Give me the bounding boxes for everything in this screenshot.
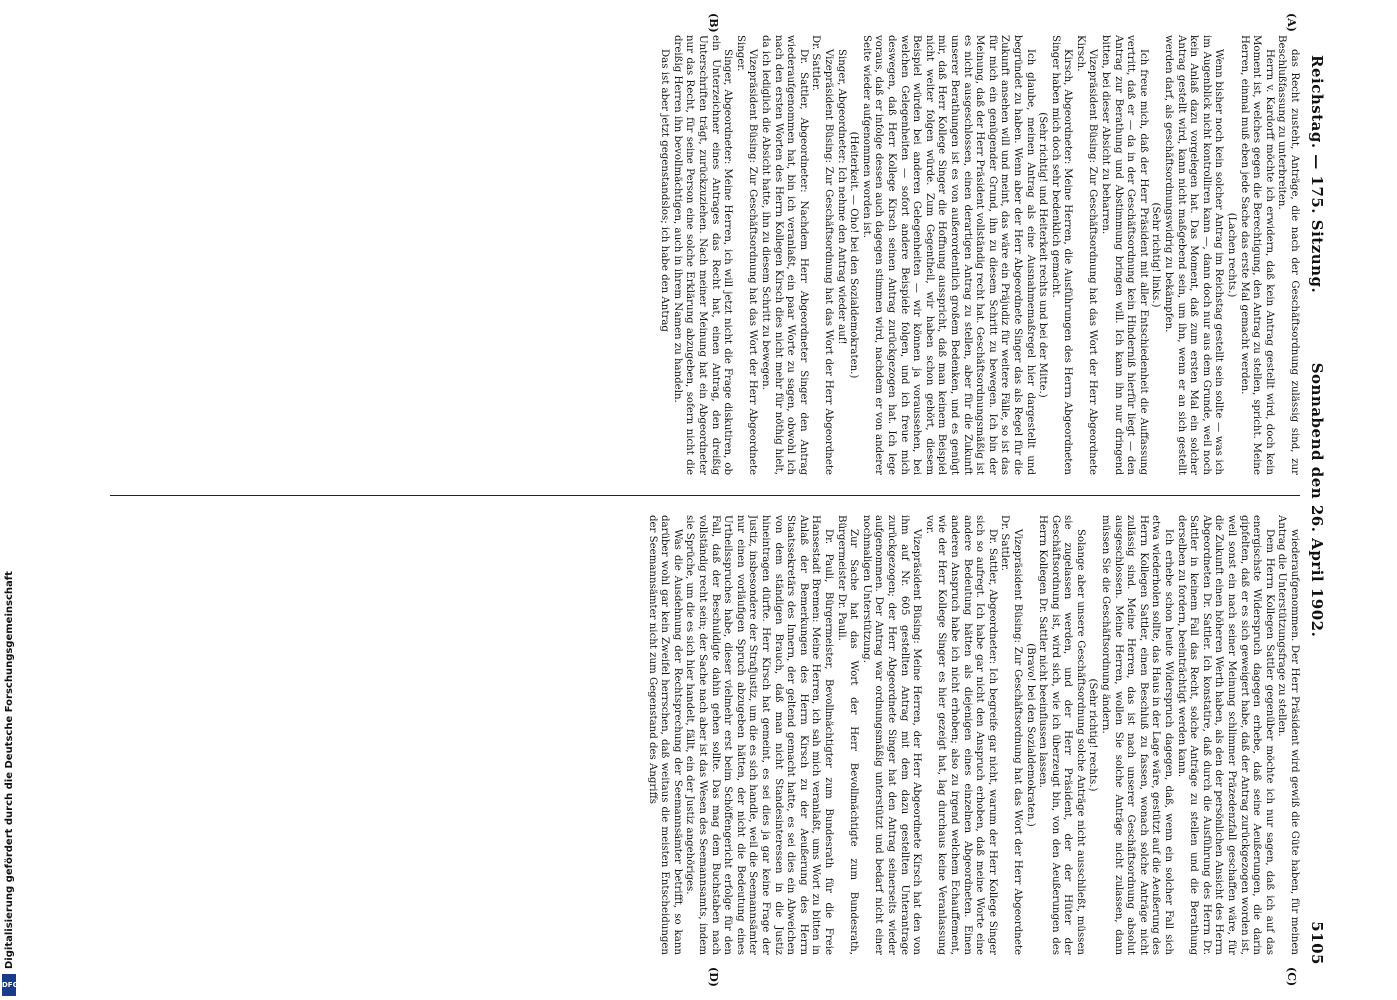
document-page <box>80 13 1330 987</box>
paragraph: Ich glaube, meinen Antrag als eine Ausnahmemaßregel hier dargestellt und begründet zu haben. Wenn aber der Herr Abgeordnete Singer das als Regel für die Zukunft ansehen will und meint, das wäre ein Präjudiz für weitere Fälle, so ist das für mich ein genügender Grund, ihn zu diesem Schritt zu bewegen. Ich bin der Meinung, daß der Herr Präsident vollständig recht hat. Geschäftsordnungsmäßig ist es nicht ausgeschlossen, einen derartigen Antrag zu stellen, aber für die Zukunft unserer Berathungen ist es von außerordentlich großem Bedenken, und es genügt mir, daß Herr Kollege Singer die Hoffnung ausspricht, daß man keinem Beispiel nicht weiter folgen würde. Zum Gegentheil, wir haben schon gehört, diesem Beispiel würden bei anderen Gelegenheiten — wir können ja voraussehen, bei welchen Gelegenheiten — sofort andere Beispiele folgen, und ich freue mich deswegen, daß Herr Kollege Kirsch seinen Antrag zurückgezogen hat. Ich lege voraus, daß er infolge dessen auch dagegen stimmen wird, nachdem er von anderer Seite wieder aufgenommen worden ist. <box>860 35 1036 475</box>
paragraph: (Sehr richtig! links.) <box>1150 202 1162 308</box>
paragraph: Kirsch, Abgeordneter: Meine Herren, die Ausführungen des Herrn Abgeordneten Singer haben mich doch sehr bedenklich gemacht. <box>1049 35 1074 475</box>
header-session: Reichstag. — 175. Sitzung. <box>1308 55 1326 294</box>
header-date: Sonnabend den 26. April 1902. <box>1308 362 1326 638</box>
paragraph: Vizepräsident Büsing: Zur Geschäftsordnung hat das Wort der Herr Abgeordnete Dr. Sattler. <box>999 515 1023 955</box>
margin-marker-d: (D) <box>707 967 720 987</box>
paragraph: (Heiterkeit. — Oho! bei den Sozialdemokraten.) <box>848 131 860 379</box>
paragraph: Wenn bisher noch kein solcher Antrag im Reichstag gestellt sein sollte — was ich im Augenblick nicht kontrolliren kann —, dann doch nur aus dem Grunde, weil noch kein Anlaß dazu vorgelegen hat. Das Moment, daß zum ersten Mal ein solcher Antrag gestellt wird, kann nicht maßgebend sein, um ihn, wenn er an sich gestellt werden darf, als geschäftsordnungswidrig zu bekämpfen. <box>1163 35 1225 475</box>
paragraph: Singer, Abgeordneter: Ich nehme den Antrag wieder auf! <box>835 49 847 345</box>
paragraph: Singer, Abgeordneter: Meine Herren, ich will jetzt nicht die Frage diskutiren, ob ein Unterzeichner eines Antrages das Recht hat, einen Antrag, den dreißig Unterschriften trägt, zurückzuziehen. Nach meiner Meinung hat ein Abgeordneter nur das Recht, für seine Person eine solche Erklärung abzugeben, sofern nicht die dreißig Herren ihn bevollmächtigen, auch in ihrem Namen zu handeln. <box>671 35 734 475</box>
page-header <box>1302 35 1330 965</box>
paragraph: Ich erhebe schon heute Widerspruch dagegen, daß, wenn ein solcher Fall sich etwa wiederholen sollte, das Haus in der Lage wäre, gestützt auf die Aeußerung des Herrn Kollegen Sattler, einen Beschluß zu fassen, wonach solche Anträge nicht zulässig sind. Meine Herren, das ist nach unserer Geschäftsordnung absolut ausgeschlossen. Meine Herren, wollen Sie solche Anträge nicht zulassen, dann müssen Sie die Geschäftsordnung ändern. <box>1100 515 1175 955</box>
paragraph: Dr. Sattler, Abgeordneter: Ich begreife gar nicht, warum der Herr Kollege Singer sich so aufregt. Ich habe gar nicht den Anspruch erhoben, daß meine Worte eine andere Bedeutung hätten als diejenigen eines einzelnen Abgeordneten. Einen anderen Anspruch habe ich nicht erhoben; also zu irgend welchem Echauffement, wie der Herr Kollege Singer es hier gezeigt hat, lag durchaus keine Veranlassung vor. <box>923 515 998 955</box>
paragraph: Solange aber unsere Geschäftsordnung solche Anträge nicht ausschließt, müssen sie zugelassen werden, und der Herr Präsident, der der Hüter der Geschäftsordnung ist, wird sich, wie ich überzeugt bin, von den Aeußerungen des Herrn Kollegen Dr. Sattler nicht beeinflussen lassen. <box>1037 515 1086 955</box>
paragraph: Ich freue mich, daß der Herr Präsident mit aller Entschiedenheit die Auffassung vertritt, daß er — da in der Geschäftsordnung kein Hinderniß hierfür liegt — den Antrag zur Berathung und Abstimmung bringen will. Ich kann ihn nur dringend bitten, bei dieser Absicht zu beharren. <box>1100 35 1149 475</box>
funding-note: Digitalisierung gefördert durch die Deutsche Forschungsgemeinschaft <box>4 571 15 969</box>
paragraph: Dr. Sattler, Abgeordneter: Nachdem Herr Abgeordneter Singer den Antrag wiederaufgenommen hat, bin ich veranlaßt, ein paar Worte zu sagen, obwohl ich nach den ersten Worten des Herrn Kollegen Kirsch dies nicht mehr für nöthig hielt, da ich lediglich die Absicht hatte, ihn zu diesem Schritt zu bewegen. <box>760 35 809 475</box>
paragraph: Herrn v. Kardorff möchte ich erwidern, daß kein Antrag gestellt wird, doch kein Moment ist, welches gegen die Berechtigung, den Antrag zu stellen, spricht. Meine Herren, einmal muß eben jede Sache das erste Mal gemacht werden. <box>1238 35 1275 475</box>
rotated-content <box>80 13 1330 987</box>
paragraph: Das ist aber jetzt gegenstandslos; ich habe den Antrag <box>659 49 671 332</box>
paragraph: Vizepräsident Büsing: Zur Geschäftsordnung hat das Wort der Herr Abgeordnete Dr. Sattler. <box>810 35 835 475</box>
paragraph: Was die Ausdehnung der Rechtsprechung der Seemannsämter betrifft, so kann darüber wohl gar kein Zweifel herrschen, daß weitaus die meisten Entscheidungen der Seemannsämter nicht zum Gegenstand des Angriffs <box>646 515 683 955</box>
paragraph: Zur Sache hat das Wort der Herr Bevollmächtigte zum Bundesrath, Bürgermeister Dr. Pauli. <box>835 515 860 955</box>
page-number: 5105 <box>1308 921 1326 965</box>
paragraph: Dem Herrn Kollegen Sattler gegenüber möchte ich nur sagen, daß ich auf das energischste Widerspruch dagegen erhebe, daß seine Aeußerungen, die darin gipfelten, daß er es sich geweigert habe, daß der Antrag zurückgezogen worden ist, weil sonst ein nach seiner Meinung schlimmer Präzedenzfall geschaffen wäre, für die Zukunft einen höheren Werth haben, als den der persönlichen Ansicht des Herrn Abgeordneten Dr. Sattler. Ich konstatire, daß durch die Ausführung des Herrn Dr. Sattler in keinem Fall das Recht, solche Anträge zu stellen und die Berathung derselben zu fordern, beeinträchtigt werden kann. <box>1175 515 1275 955</box>
paragraph: (Lachen rechts.) <box>1226 212 1238 298</box>
paragraph: das Recht zusteht, Anträge, die nach der Geschäftsordnung zulässig sind, zur Beschlußfassung zu unterbreiten. <box>1276 35 1300 475</box>
paragraph: Vizepräsident Büsing: Zur Geschäftsordnung hat das Wort der Herr Abgeordnete Kirsch. <box>1074 35 1099 475</box>
paragraph: Vizepräsident Büsing: Meine Herren, der Herr Abgeordnete Kirsch hat den von ihm auf Nr. 605 gestellten Antrag mit dem dazu gestellten Unterantrage zurückgezogen; der Herr Abgeordnete Singer hat den Antrag seinerseits wieder aufgenommen. Der Antrag war ordnungsmäßig unterstützt und bedarf nicht einer nochmaligen Unterstützung. <box>860 515 923 955</box>
margin-marker-c: (C) <box>1285 967 1298 987</box>
margin-marker-b: (B) <box>707 13 720 33</box>
paragraph: (Sehr richtig! rechts.) <box>1087 678 1099 792</box>
paragraph: (Sehr richtig! und Heiterkeit rechts und bei der Mitte.) <box>1037 112 1049 398</box>
dfg-logo: DFG <box>2 974 16 996</box>
paragraph: Dr. Pauli, Bürgermeister, Bevollmächtigter zum Bundesrath für die Freie Hansestadt Bremen: Meine Herren, ich sah mich veranlaßt, ums Wort zu bitten in Anlaß der Bemerkungen des Herrn Kirsch zu der Aeußerung des Herrn Staatssekretärs des Innern, der geltend gemacht hatte, es sei dies ein Abweichen von dem ständigen Brauch, daß man nicht Standesinteressen in die Justiz hineintragen dürfte. Herr Kirsch hat gemeint, es sei dies ja gar keine Frage der Justiz, insbesondere der Strafjustiz, um die es sich handle, weil die Seemannsämter nur einen vorläufigen Spruch abzugeben hätten, der nicht die Bedeutung eines Urtheilsspruches habe, dieser vielmehr erst beim Schöffengericht erfolge für den Fall, daß der Beschuldigte dahin gehen sollte. Das mag dem Buchstaben nach vollständig recht sein; der Sache nach aber ist das Wesen des Seemannsamts, indem sie Sprüche, um die es sich hier handelt, fällt, ein der Justiz angehöriges. <box>684 515 835 955</box>
paragraph: wiederaufgenommen. Der Herr Präsident wird gewiß die Güte haben, für meinen Antrag die Unterstützungsfrage zu stellen. <box>1276 515 1300 955</box>
paragraph: (Bravo! bei den Sozialdemokraten.) <box>1024 643 1036 827</box>
left-column <box>110 35 1300 475</box>
column-divider <box>110 495 1300 496</box>
right-column <box>110 515 1300 955</box>
funding-sidebar <box>4 0 20 1000</box>
margin-marker-a: (A) <box>1285 13 1298 32</box>
paragraph: Vizepräsident Büsing: Zur Geschäftsordnung hat das Wort der Herr Abgeordnete Singer. <box>734 35 759 475</box>
